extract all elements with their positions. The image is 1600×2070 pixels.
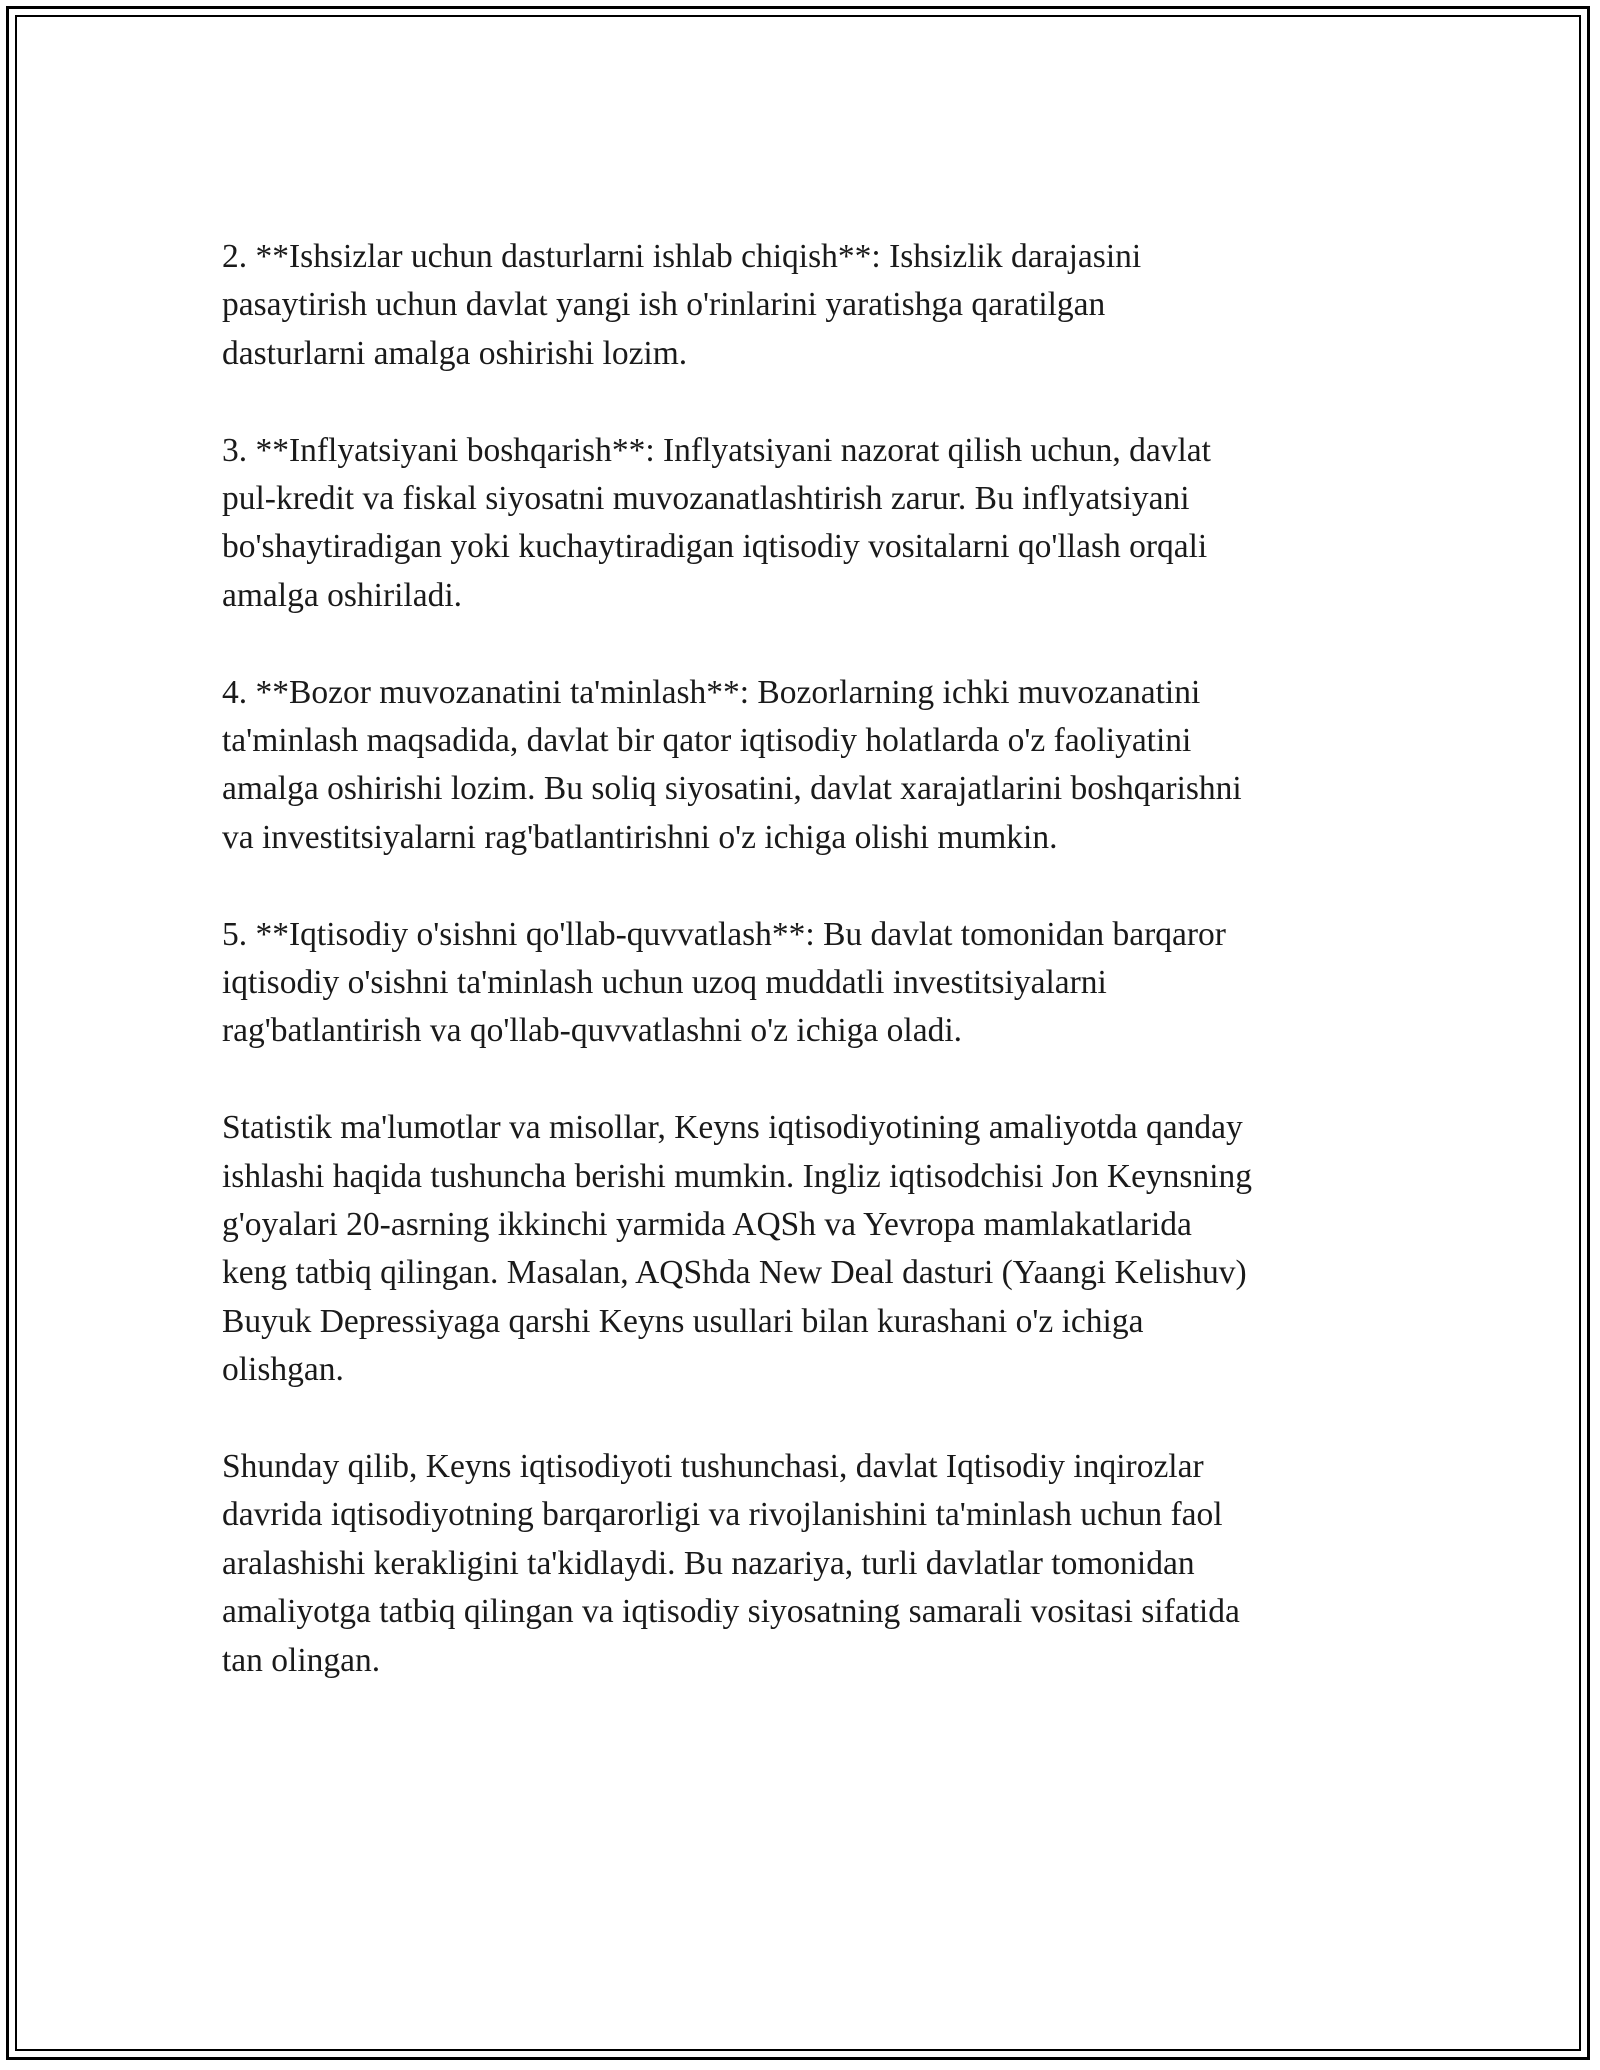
paragraph-item-4: 4. **Bozor muvozanatini ta'minlash**: Bozorlarning ichki muvozanatini ta'minlash maqsadida, davlat bir qator iqtisodiy holatlarda o'z faoliyatini amalga oshirishi lozim. Bu soliq siyosatini, davlat xarajatlarini boshqarishni va investitsiyalarni rag'batlantirishni o'z ichiga olishi mumkin. — [222, 673, 1242, 856]
paragraph-item-5: 5. **Iqtisodiy o'sishni qo'llab-quvvatlash**: Bu davlat tomonidan barqaror iqtisodiy o'sishni ta'minlash uchun uzoq muddatli investitsiyalarni rag'batlantirish va qo'llab-quvvatlashni o'z ichiga oladi. — [222, 915, 1226, 1050]
paragraph-statistics: Statistik ma'lumotlar va misollar, Keyns iqtisodiyotining amaliyotda qanday ishlashi haqida tushuncha berishi mumkin. Ingliz iqtisodchisi Jon Keynsning g'oyalari 20-asrning ikkinchi yarmida AQSh va Yevropa mamlakatlarida keng tatbiq qilingan. Masalan, AQShda New Deal dasturi (Yaangi Kelishuv) Buyuk Depressiyaga qarshi Keyns usullari bilan kurashani o'z ichiga olishgan. — [222, 1109, 1253, 1389]
paragraph-item-3: 3. **Inflyatsiyani boshqarish**: Inflyatsiyani nazorat qilish uchun, davlat pul-kredit va fiskal siyosatni muvozanatlashtirish zarur. Bu inflyatsiyani bo'shaytiradigan yoki kuchaytiradigan iqtisodiy vositalarni qo'llash orqali amalga oshiriladi. — [222, 431, 1211, 614]
paragraph-conclusion: Shunday qilib, Keyns iqtisodiyoti tushunchasi, davlat Iqtisodiy inqirozlar davrida iqtisodiyotning barqarorligi va rivojlanishini ta'minlash uchun faol aralashishi kerakligini ta'kidlaydi. Bu nazariya, turli davlatlar tomonidan amaliyotga tatbiq qilingan va iqtisodiy siyosatning samarali vositasi sifatida tan olingan. — [222, 1448, 1240, 1679]
paragraph-item-2: 2. **Ishsizlar uchun dasturlarni ishlab chiqish**: Ishsizlik darajasini pasaytirish uchun davlat yangi ish o'rinlarini yaratishga qaratilgan dasturlarni amalga oshirishi lozim. — [222, 238, 1142, 372]
document-body — [222, 233, 1382, 1734]
